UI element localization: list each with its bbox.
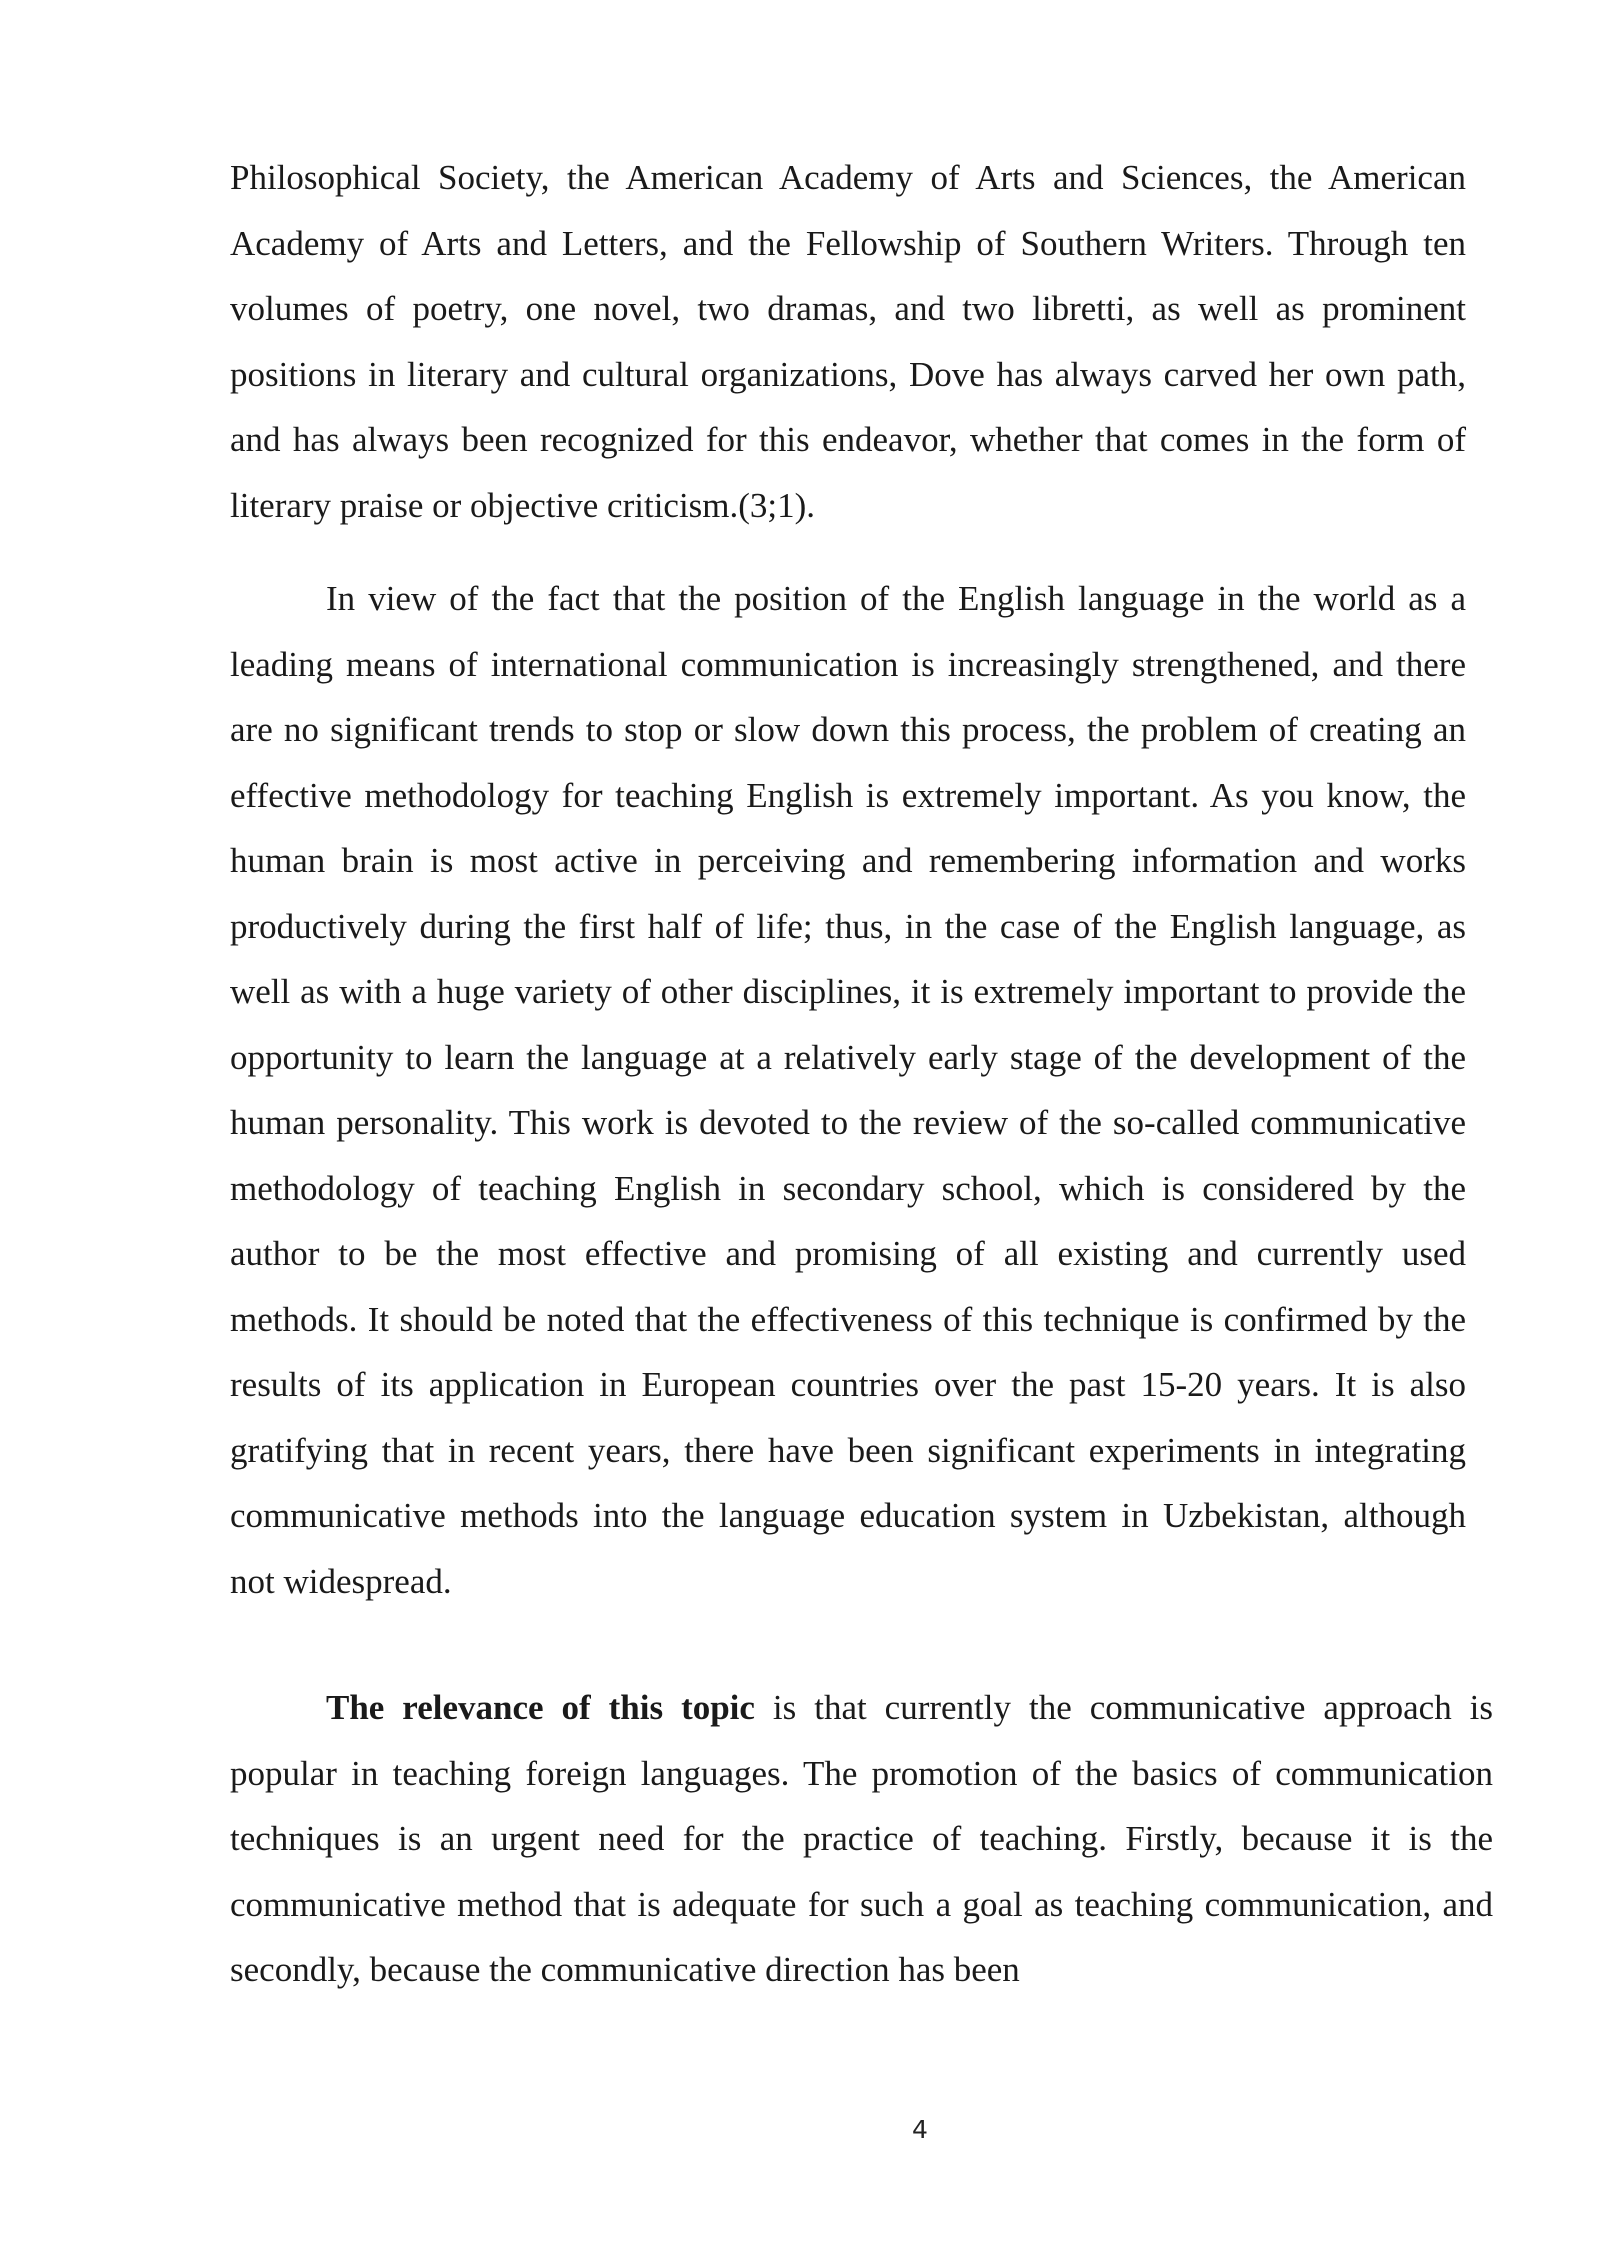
paragraph-3: [230, 1675, 1493, 2003]
paragraph-3-text: is that currently the communicative approach is popular in teaching foreign languages. The promotion of the basics of communication techniques is an urgent need for the practice of teaching. Firstly, because it is the communicative method that is adequate for such a goal as teaching communication, and secondly, because the communicative direction has been: [230, 1688, 1494, 1989]
paragraph-1-text: Philosophical Society, the American Academy of Arts and Sciences, the American Academy of Arts and Letters, and the Fellowship of Southern Writers. Through ten volumes of poetry, one novel, two dramas, and two libretti, as well as prominent positions in literary and cultural organizations, Dove has always carved her own path, and has always been recognized for this endeavor, whether that comes in the form of literary praise or objective criticism.(3;1).: [230, 158, 1466, 525]
relevance-heading: The relevance of this topic: [326, 1688, 755, 1727]
paragraph-1: [230, 145, 1466, 538]
paragraph-2-text: In view of the fact that the position of the English language in the world as a leading means of international communication is increasingly strengthened, and there are no significant trends to stop or slow down this process, the problem of creating an effective methodology for teaching English is extremely important. As you know, the human brain is most active in perceiving and remembering information and works productively during the first half of life; thus, in the case of the English language, as well as with a huge variety of other disciplines, it is extremely important to provide the opportunity to learn the language at a relatively early stage of the development of the human personality. This work is devoted to the review of the so-called communicative methodology of teaching English in secondary school, which is considered by the author to be the most effective and promising of all existing and currently used methods. It should be noted that the effectiveness of this technique is confirmed by the results of its application in European countries over the past 15-20 years. It is also gratifying that in recent years, there have been significant experiments in integrating communicative methods into the language education system in Uzbekistan, although not widespread.: [230, 579, 1466, 1601]
page-number: 4: [912, 2115, 928, 2144]
paragraph-2: [230, 566, 1466, 1614]
